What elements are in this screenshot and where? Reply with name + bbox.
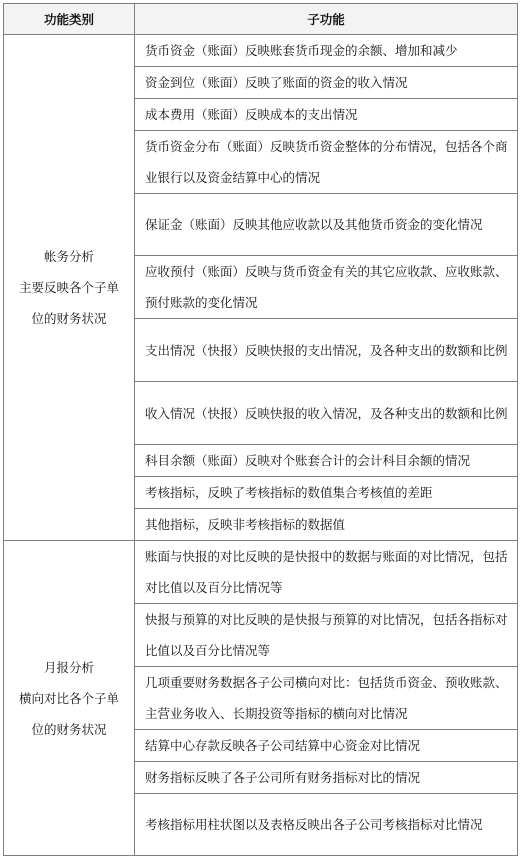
sub-function-cell: 科目余额（账面）反映对个账套合计的会计科目余额的情况	[135, 445, 518, 477]
sub-function-cell: 账面与快报的对比反映的是快报中的数据与账面的对比情况，包括对比值以及百分比情况等	[135, 541, 518, 604]
sub-function-cell: 保证金（账面）反映其他应收款以及其他货币资金的变化情况	[135, 194, 518, 256]
table-row	[4, 541, 518, 604]
category-line: 帐务分析	[43, 249, 94, 264]
header-category: 功能类别	[4, 4, 135, 35]
sub-function-cell: 财务指标反映了各子公司所有财务指标对比的情况	[135, 762, 518, 794]
sub-function-cell: 几项重要财务数据各子公司横向对比：包括货币资金、预收账款、主营业务收入、长期投资等指标的横向对比情况	[135, 667, 518, 730]
sub-function-cell: 收入情况（快报）反映快报的收入情况，及各种支出的数额和比例	[135, 382, 518, 445]
category-cell-monthly-analysis	[4, 541, 135, 856]
sub-function-cell: 应收预付（账面）反映与货币资金有关的其它应收款、应收账款、预付账款的变化情况	[135, 256, 518, 319]
sub-function-cell: 货币资金分布（账面）反映货币资金整体的分布情况，包括各个商业银行以及资金结算中心的情况	[135, 131, 518, 194]
header-sub-function: 子功能	[135, 4, 518, 35]
sub-function-cell: 快报与预算的对比反映的是快报与预算的对比情况，包括各指标对比值以及百分比情况等	[135, 604, 518, 667]
category-cell-ledger-analysis	[4, 35, 135, 541]
category-line: 主要反映各个子单	[18, 280, 119, 295]
category-line: 位的财务状况	[31, 721, 107, 737]
table-row	[4, 35, 518, 67]
sub-function-cell: 考核指标，反映了考核指标的数值集合考核值的差距	[135, 477, 518, 509]
sub-function-cell: 考核指标用柱状图以及表格反映出各子公司考核指标对比情况	[135, 794, 518, 856]
category-line: 位的财务状况	[31, 311, 107, 326]
category-line: 月报分析	[43, 659, 94, 675]
category-line: 横向对比各个子单	[18, 690, 119, 706]
sub-function-cell: 资金到位（账面）反映了账面的资金的收入情况	[135, 67, 518, 99]
header-row	[4, 4, 518, 35]
sub-function-cell: 货币资金（账面）反映账套货币现金的余额、增加和减少	[135, 35, 518, 67]
sub-function-cell: 支出情况（快报）反映快报的支出情况，及各种支出的数额和比例	[135, 319, 518, 382]
function-table	[3, 3, 518, 856]
sub-function-cell: 结算中心存款反映各子公司结算中心资金对比情况	[135, 730, 518, 762]
sub-function-cell: 其他指标，反映非考核指标的数据值	[135, 509, 518, 541]
sub-function-cell: 成本费用（账面）反映成本的支出情况	[135, 99, 518, 131]
